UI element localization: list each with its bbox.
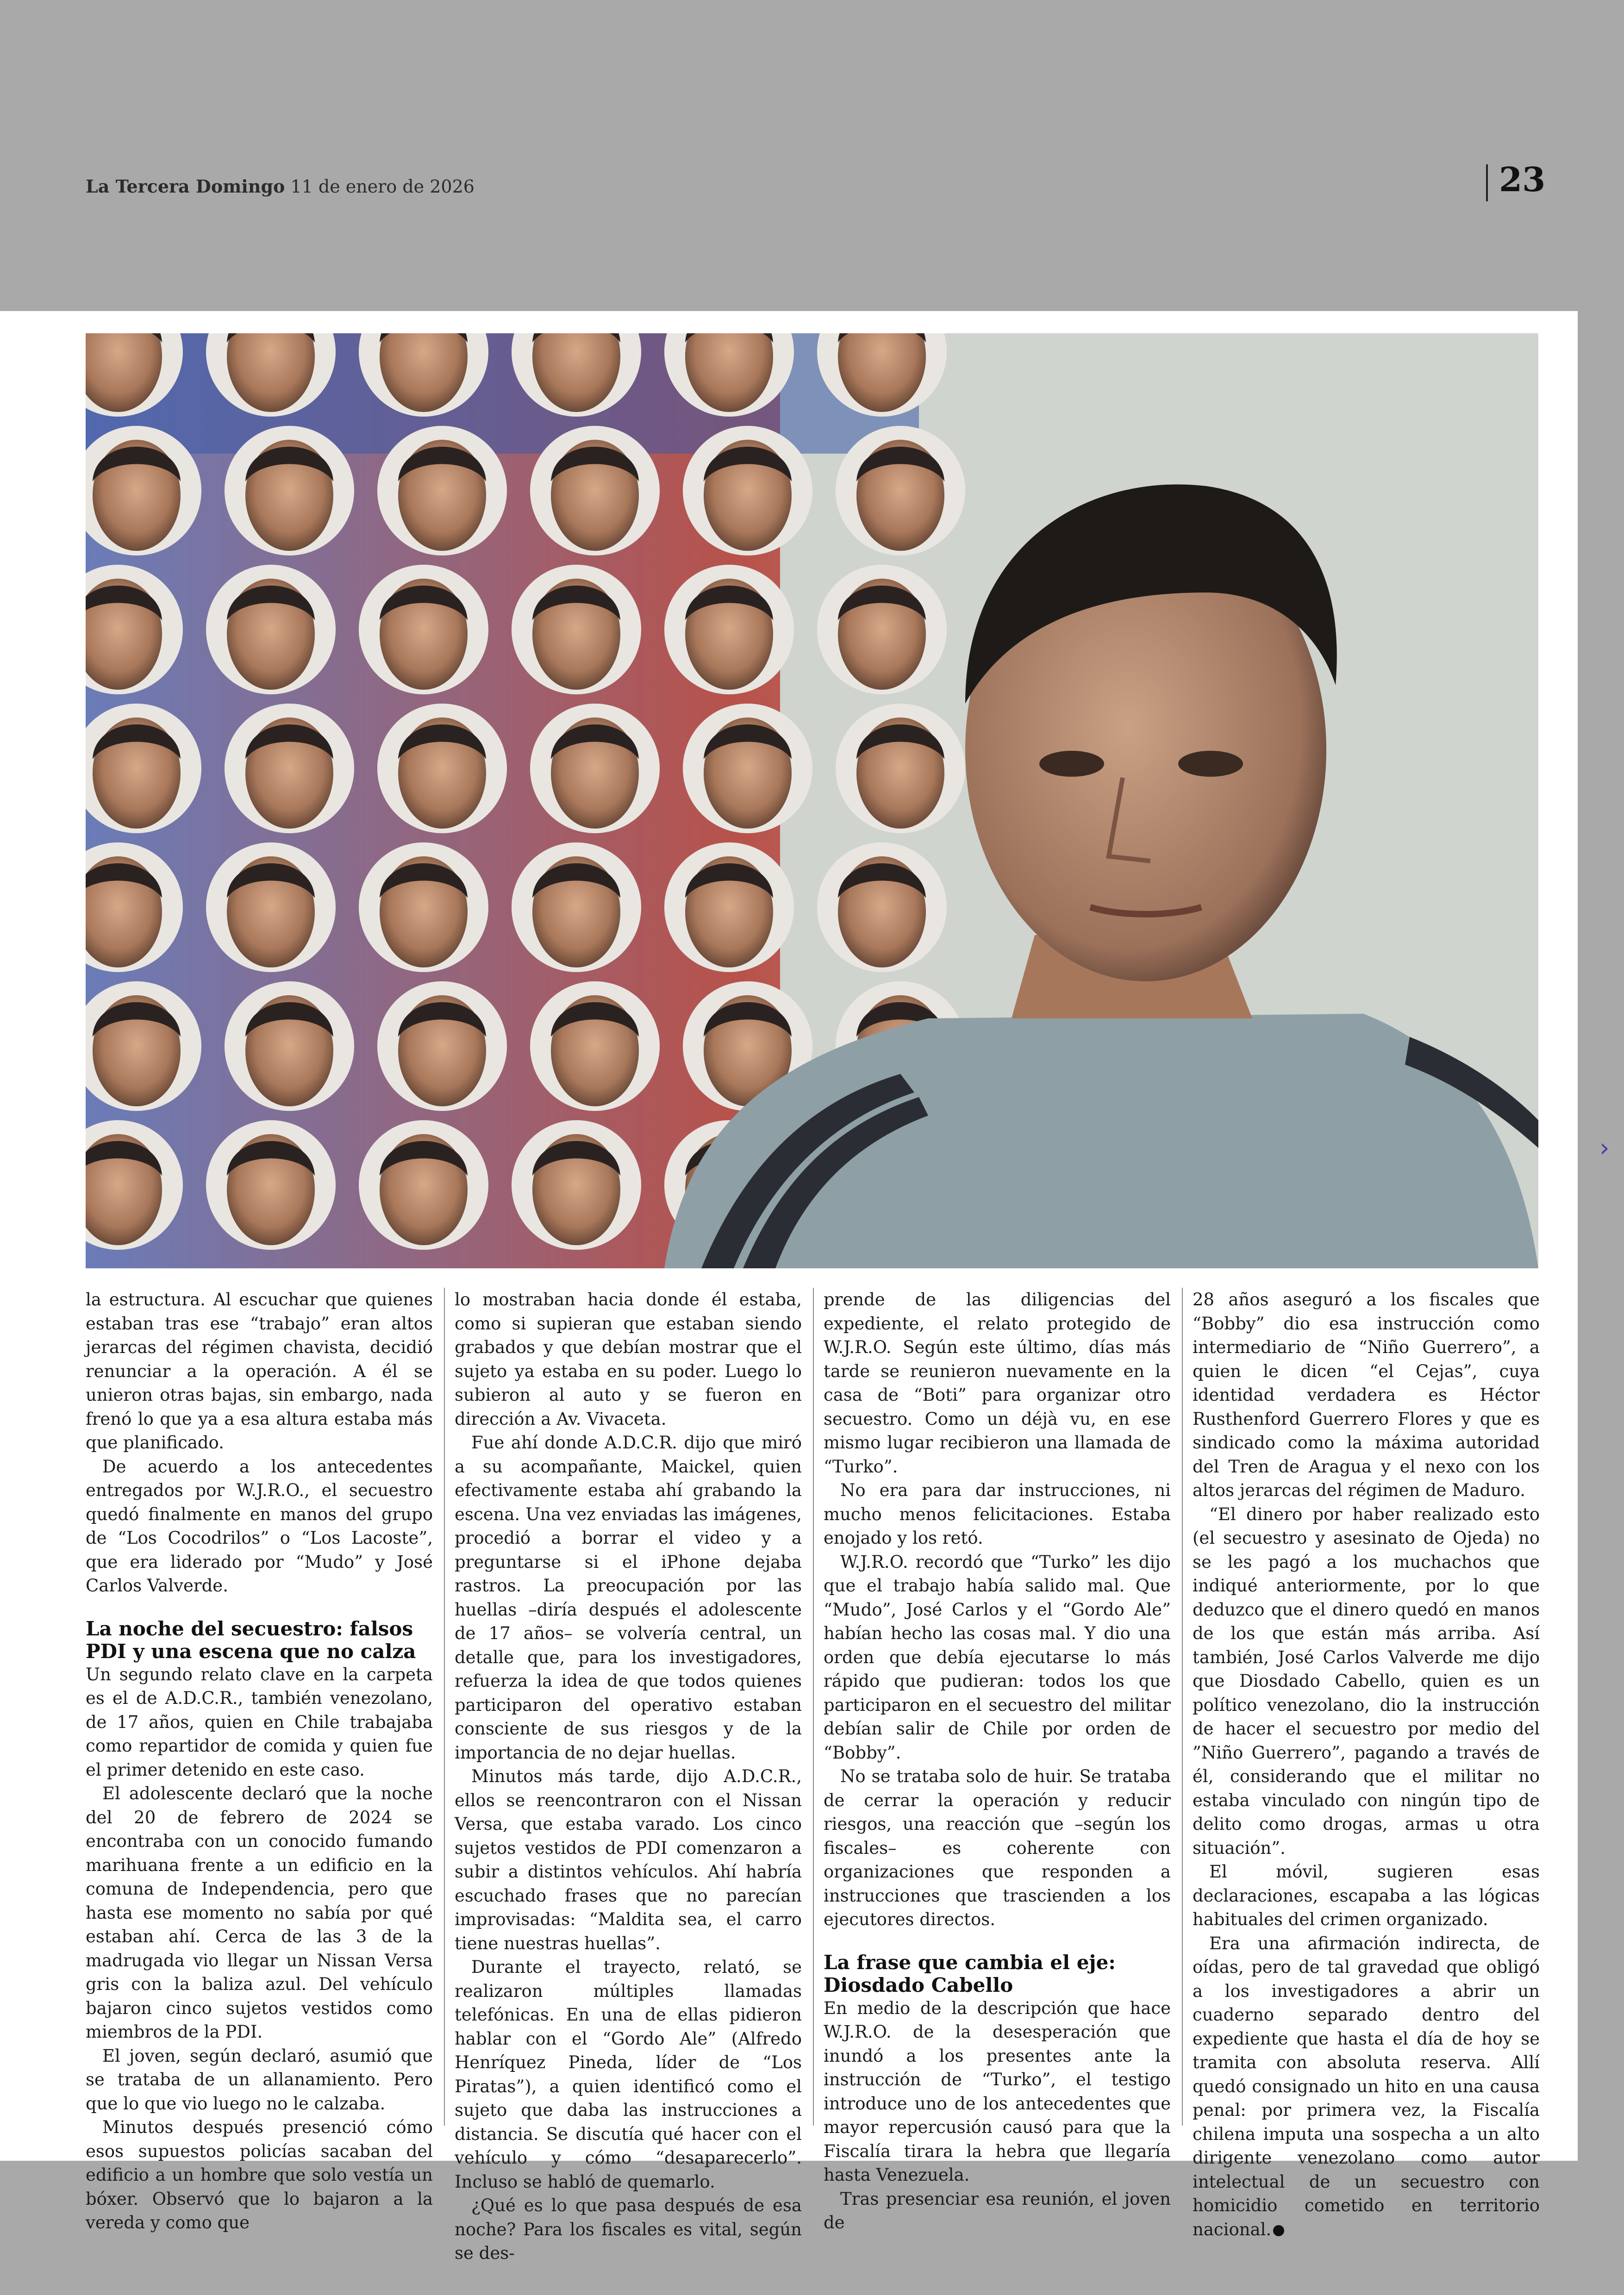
paragraph: W.J.R.O. recordó que “Turko” les dijo que el trabajo había salido mal. Que “Mudo”, José Carlos y el “Gordo Ale” habían hecho las cosas mal. Y dio una orden que debía ejecutarse lo más rápido que pudieran: todos los que participaron en el secuestro del militar debían salir de Chile por orden de “Bobby”. <box>824 1552 1171 1763</box>
subheading: La frase que cambia el eje: Diosdado Cabello <box>824 1951 1116 1996</box>
masthead <box>86 176 475 197</box>
paragraph: No era para dar instrucciones, ni mucho menos felicitaciones. Estaba enojado y los retó. <box>824 1480 1171 1548</box>
issue-date: 11 de enero de 2026 <box>290 176 475 197</box>
article-body <box>86 1288 1540 2263</box>
paragraph: la estructura. Al escuchar que quienes estaban tras ese “trabajo” eran altos jerarcas del régimen chavista, decidió renunciar a la operación. A él se unieron otras bajas, sin embargo, nada frenó lo que ya a esa altura estaba más que planificado. <box>86 1290 433 1453</box>
paragraph: Minutos después presenció cómo esos supuestos policías sacaban del edificio a un hombre que solo vestía un bóxer. Observó que lo bajaron a la vereda y como que <box>86 2117 433 2233</box>
subheading: La noche del secuestro: falsos PDI y una escena que no calza <box>86 1617 416 1663</box>
paragraph: Minutos más tarde, dijo A.D.C.R., ellos se reencontraron con el Nissan Versa, que estaba varado. Los cinco sujetos vestidos de PDI comenzaron a subir a distintos vehículos. Ahí habría escuchado frases que no parecían improvisadas: “Maldita sea, el carro tiene nuestras huellas”. <box>455 1766 802 1953</box>
paragraph: Fue ahí donde A.D.C.R. dijo que miró a su acompañante, Maickel, quien efectivamente estaba ahí grabando la escena. Una vez enviadas las imágenes, procedió a borrar el video y a preguntarse si el iPhone dejaba rastros. La preocupación por las huellas –diría después el adolescente de 17 años– se volvería central, un detalle que, para los investigadores, refuerza la idea de que todos quienes participaron del operativo estaban consciente de sus riesgos y de la importancia de no dejar huellas. <box>455 1433 802 1763</box>
page-number-divider <box>1486 164 1488 201</box>
page-number: 23 <box>1499 160 1546 199</box>
paragraph: El adolescente declaró que la noche del 20 de febrero de 2024 se encontraba con un conocido fumando marihuana frente a un edificio en la comuna de Independencia, pero que hasta ese momento no sabía por qué estaban ahí. Cerca de las 3 de la madrugada vio llegar un Nissan Versa gris con la baliza azul. Del vehículo bajaron cinco sujetos vestidos como miembros de la PDI. <box>86 1784 433 2042</box>
publication-name: La Tercera Domingo <box>86 176 285 197</box>
paragraph: Tras presenciar esa reunión, el joven de <box>824 2189 1171 2233</box>
column-divider <box>1182 1288 1183 2126</box>
paragraph: El joven, según declaró, asumió que se trataba de un allanamiento. Pero que lo que vio luego no le calzaba. <box>86 2046 433 2114</box>
column-divider <box>813 1288 814 2126</box>
paragraph: ¿Qué es lo que pasa después de esa noche? Para los fiscales es vital, según se des- <box>455 2195 802 2263</box>
paragraph: 28 años aseguró a los fiscales que “Bobby” dio esa instrucción como intermediario de “Niño Guerrero”, a quien le dicen “el Cejas”, cuya identidad verdadera es Héctor Rusthenford Guerrero Flores y que es sindicado como la máxima autoridad del Tren de Aragua y el nexo con los altos jerarcas del régimen de Maduro. <box>1193 1290 1540 1500</box>
paragraph: Era una afirmación indirecta, de oídas, pero de tal gravedad que obligó a los investigadores a abrir un cuaderno separado dentro del expediente que hasta el día de hoy se tramita con absoluta reserva. Allí quedó consignado un hito en una causa penal: por primera vez, la Fiscalía chilena imputa una sospecha a un alto dirigente venezolano como autor intelectual de un secuestro con homicidio cometido en territorio nacional. <box>1193 1933 1540 2239</box>
article-column-1 <box>86 1288 433 2233</box>
chevron-right-icon[interactable]: › <box>1599 1133 1610 1162</box>
paragraph: De acuerdo a los antecedentes entregados por W.J.R.O., el secuestro quedó finalmente en manos del grupo de “Los Cocodrilos” o “Los Lacoste”, que era liderado por “Mudo” y José Carlos Valverde. <box>86 1456 433 1596</box>
paragraph: Un segundo relato clave en la carpeta es el de A.D.C.R., también venezolano, de 17 años, quien en Chile trabajaba como repartidor de comida y quien fue el primer detenido en este caso. <box>86 1664 433 1780</box>
paragraph: lo mostraban hacia donde él estaba, como si supieran que estaban siendo grabados y que debían mostrar que el sujeto ya estaba en su poder. Luego lo subieron al auto y se fueron en dirección a Av. Vivaceta. <box>455 1290 802 1429</box>
paragraph: No se trataba solo de huir. Se trataba de cerrar la operación y reducir riesgos, una reacción que –según los fiscales– es coherente con organizaciones que responden a instrucciones que trascienden a los ejecutores directos. <box>824 1766 1171 1929</box>
article-column-3 <box>824 1288 1171 2233</box>
newspaper-page <box>0 311 1578 2263</box>
paragraph: “El dinero por haber realizado esto (el secuestro y asesinato de Ojeda) no se les pagó a los muchachos que indiqué anteriormente, por lo que deduzco que el dinero quedó en manos de los que están más arriba. Así también, José Carlos Valverde me dijo que Diosdado Cabello, quien es un político venezolano, dio la instrucción de hacer el secuestro por medio del ”Niño Guerrero”, pagando a través de él, considerando que el militar no estaba vinculado con ningún tipo de delito como drogas, armas u otra situación”. <box>1193 1504 1540 1858</box>
paragraph: En medio de la descripción que hace W.J.R.O. de la desesperación que inundó a los presentes ante la instrucción de “Turko”, el testigo introduce uno de los antecedentes que mayor repercusión causó para que la Fiscalía tirara la hebra que llegaría hasta Venezuela. <box>824 1998 1171 2185</box>
paragraph: Durante el trayecto, relató, se realizaron múltiples llamadas telefónicas. En una de ellas pidieron hablar con el “Gordo Ale” (Alfredo Henríquez Pineda, líder de “Los Piratas”), a quien identificó como el sujeto que daba las instrucciones a distancia. Se discutía qué hacer con el vehículo y cómo “desaparecerlo”. Incluso se habló de quemarlo. <box>455 1957 802 2192</box>
end-of-article-icon <box>1273 2225 1284 2236</box>
column-divider <box>444 1288 445 2126</box>
paragraph: El móvil, sugieren esas declaraciones, escapaba a las lógicas habituales del crimen organizado. <box>1193 1862 1540 1929</box>
paragraph: prende de las diligencias del expediente, el relato protegido de W.J.R.O. Según este último, días más tarde se reunieron nuevamente en la casa de “Boti” para organizar otro secuestro. Como un déjà vu, en ese mismo lugar recibieron una llamada de “Turko”. <box>824 1290 1171 1477</box>
article-photo <box>86 333 1538 1268</box>
article-column-2 <box>455 1288 802 2263</box>
article-column-4 <box>1193 1288 1540 2239</box>
